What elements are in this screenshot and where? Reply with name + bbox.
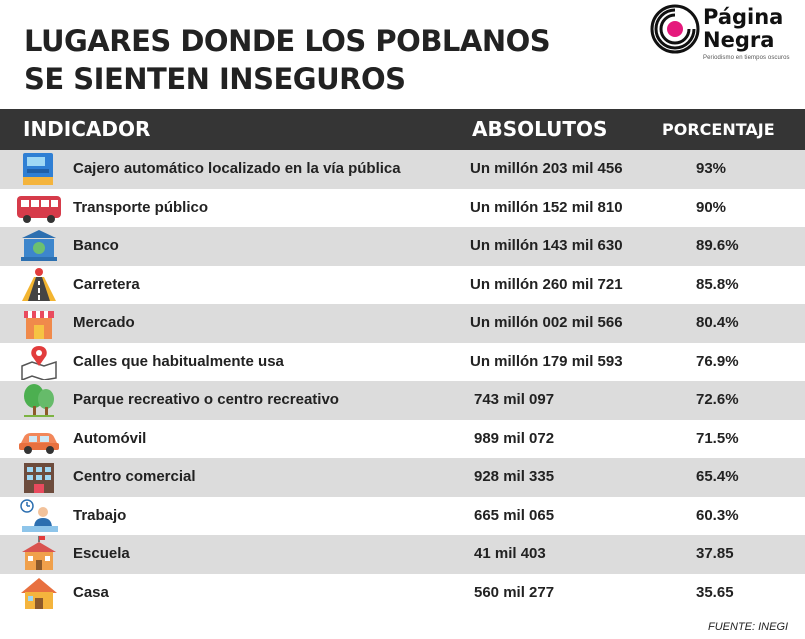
table-row <box>0 381 805 420</box>
percentage-value: 71.5% <box>696 429 739 447</box>
market-icon <box>16 305 62 341</box>
header-percentage: PORCENTAJE <box>662 120 775 139</box>
table-row <box>0 266 805 305</box>
indicator-label: Escuela <box>73 545 130 562</box>
table-row <box>0 343 805 382</box>
car-icon <box>16 421 62 457</box>
table-row <box>0 497 805 536</box>
percentage-value: 93% <box>696 160 727 177</box>
absolutes-value: Un millón 179 mil 593 <box>470 352 623 370</box>
table-row <box>0 420 805 459</box>
table-row <box>0 189 805 228</box>
logo-line-2: Negra <box>703 28 775 52</box>
atm-icon <box>16 151 62 187</box>
percentage-value: 80.4% <box>696 314 739 331</box>
percentage-value: 35.65 <box>696 583 734 601</box>
absolutes-value: Un millón 143 mil 630 <box>470 237 623 254</box>
source-note: FUENTE: INEGI <box>708 621 789 633</box>
indicator-label: Casa <box>73 583 109 601</box>
pagina-negra-logo-icon <box>650 4 700 54</box>
house-icon <box>16 575 62 611</box>
absolutes-value: Un millón 002 mil 566 <box>470 314 623 331</box>
school-icon <box>16 536 62 572</box>
indicator-label: Automóvil <box>73 429 147 447</box>
absolutes-value: 743 mil 097 <box>474 391 555 408</box>
indicator-label: Carretera <box>73 275 140 293</box>
percentage-value: 72.6% <box>696 391 739 408</box>
table-row <box>0 458 805 497</box>
indicator-label: Trabajo <box>73 506 127 524</box>
table-row <box>0 535 805 574</box>
brand-logo <box>650 4 800 64</box>
table-row <box>0 304 805 343</box>
building-icon <box>16 459 62 495</box>
absolutes-value: 560 mil 277 <box>474 583 555 601</box>
map-pin-icon <box>16 344 62 380</box>
road-icon <box>16 267 62 303</box>
title-line-2: SE SIENTEN INSEGUROS <box>24 62 406 96</box>
absolutes-value: 665 mil 065 <box>474 506 555 524</box>
indicator-label: Parque recreativo o centro recreativo <box>73 391 339 408</box>
header-indicator: INDICADOR <box>23 117 151 141</box>
percentage-value: 90% <box>696 198 727 216</box>
absolutes-value: 41 mil 403 <box>474 545 546 562</box>
absolutes-value: Un millón 152 mil 810 <box>470 198 623 216</box>
tree-icon <box>16 382 62 418</box>
title-line-1: LUGARES DONDE LOS POBLANOS <box>24 24 551 58</box>
indicator-label: Transporte público <box>73 198 209 216</box>
absolutes-value: Un millón 203 mil 456 <box>470 160 623 177</box>
absolutes-value: 989 mil 072 <box>474 429 555 447</box>
indicator-label: Calles que habitualmente usa <box>73 352 284 370</box>
office-worker-icon <box>16 498 62 534</box>
logo-tagline: Periodismo en tiempos oscuros <box>703 55 790 61</box>
percentage-value: 65.4% <box>696 468 739 485</box>
bus-icon <box>16 190 62 226</box>
table-row <box>0 227 805 266</box>
percentage-value: 76.9% <box>696 352 739 370</box>
indicator-label: Mercado <box>73 314 135 331</box>
absolutes-value: 928 mil 335 <box>474 468 555 485</box>
indicator-label: Banco <box>73 237 119 254</box>
indicator-label: Centro comercial <box>73 468 196 485</box>
percentage-value: 60.3% <box>696 506 739 524</box>
percentage-value: 85.8% <box>696 275 739 293</box>
table-row <box>0 574 805 613</box>
percentage-value: 37.85 <box>696 545 734 562</box>
table-body <box>0 150 805 612</box>
logo-wordmark <box>703 6 783 52</box>
absolutes-value: Un millón 260 mil 721 <box>470 275 623 293</box>
percentage-value: 89.6% <box>696 237 739 254</box>
page-title <box>24 22 550 98</box>
bank-icon <box>16 228 62 264</box>
logo-line-1: Página <box>703 5 784 29</box>
table-row <box>0 150 805 189</box>
indicator-label: Cajero automático localizado en la vía pública <box>73 160 401 177</box>
table-header <box>0 109 805 150</box>
header-absolutes: ABSOLUTOS <box>472 117 608 141</box>
